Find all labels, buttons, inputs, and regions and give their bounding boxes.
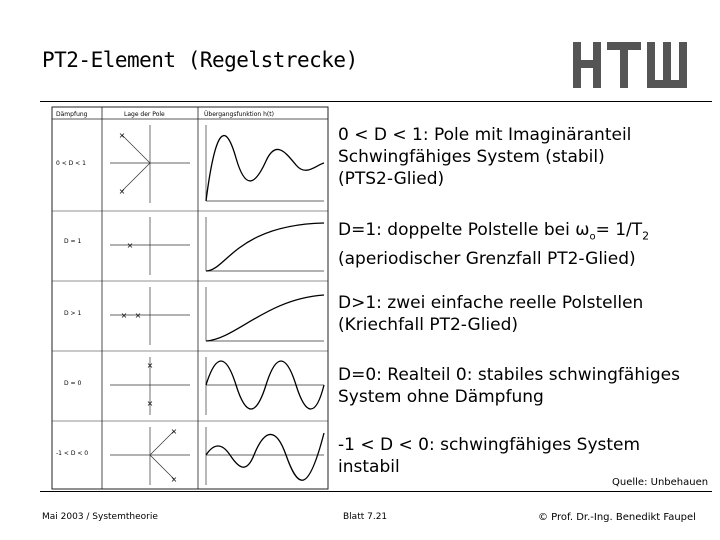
- svg-text:×: ×: [146, 361, 154, 370]
- damping-label-4: D = 0: [64, 380, 82, 387]
- source-note: Quelle: Unbehauen: [612, 477, 709, 488]
- page-title: PT2-Element (Regelstrecke): [42, 48, 358, 72]
- case-underdamped: 0 < D < 1: Pole mit Imaginäranteil Schwingfähiges System (stabil) (PTS2-Glied): [338, 125, 632, 189]
- svg-text:×: ×: [170, 475, 178, 484]
- case-undamped: D=0: Realteil 0: stabiles schwingfähiges System ohne Dämpfung: [338, 365, 680, 407]
- damping-label-5: -1 < D < 0: [56, 450, 89, 457]
- case-critical-damping: D=1: doppelte Polstelle bei $\omega_o= 1/T_2$ (aperiodischer Grenzfall PT2-Glied): [338, 220, 650, 270]
- damping-label-3: D > 1: [64, 310, 82, 317]
- htw-logo: [571, 40, 691, 90]
- svg-text:×: ×: [170, 427, 178, 436]
- svg-text:×: ×: [134, 311, 142, 320]
- footer-rule: [40, 491, 712, 492]
- case-unstable: -1 < D < 0: schwingfähiges System instabil: [338, 435, 641, 477]
- damping-label-1: 0 < D < 1: [56, 160, 86, 167]
- svg-text:×: ×: [120, 311, 128, 320]
- svg-text:×: ×: [118, 131, 126, 140]
- pt2-step-response-figure: [40, 103, 332, 491]
- header-step-response: Übergangsfunktion h(t): [204, 111, 274, 118]
- header-poles: Lage der Pole: [124, 111, 165, 118]
- case-overdamped: D>1: zwei einfache reelle Polstellen (Kriechfall PT2-Glied): [338, 293, 644, 335]
- header-rule: [40, 101, 712, 102]
- damping-label-2: D = 1: [64, 238, 82, 245]
- footer-copyright: © Prof. Dr.-Ing. Benedikt Faupel: [538, 512, 696, 523]
- footer-left: Mai 2003 / Systemtheorie: [42, 512, 158, 522]
- header-damping: Dämpfung: [56, 111, 88, 118]
- footer-page: Blatt 7.21: [343, 512, 388, 522]
- svg-text:×: ×: [126, 241, 134, 250]
- svg-text:×: ×: [118, 187, 126, 196]
- svg-text:×: ×: [146, 399, 154, 408]
